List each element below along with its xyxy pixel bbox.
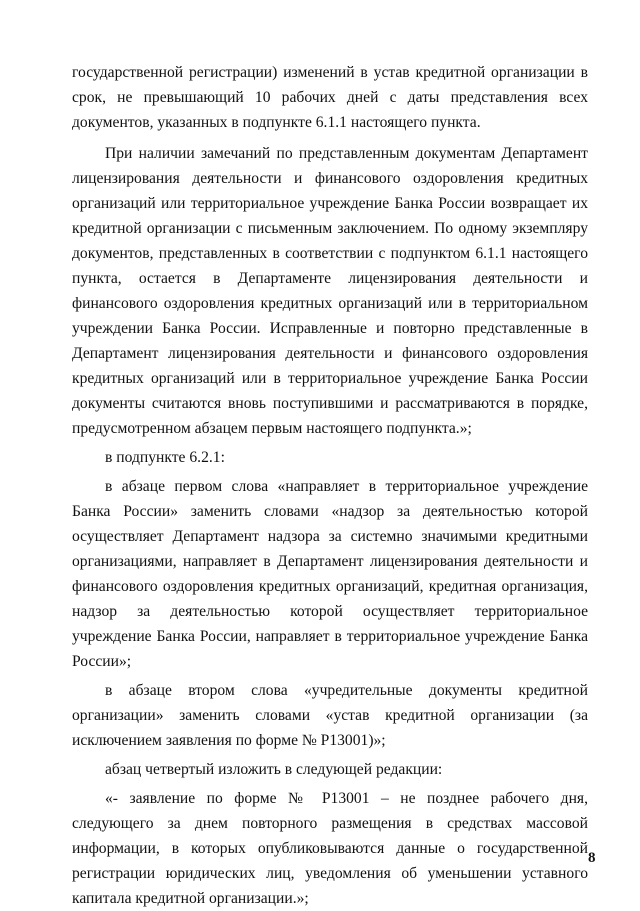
paragraph-4: в абзаце первом слова «направляет в территориальное учреждение Банка России» заменить словами «надзор за деятельностью которой осуществляет Департамент надзора за системно значимыми кредитными организациями, направляет в Департамент лицензирования деятельности и финансового оздоровления кредитных организаций, кредитная организация, надзор за деятельностью которой осуществляет территориальное учреждение Банка России, направляет в территориальное учреждение Банка России»; — [72, 478, 588, 670]
document-page — [72, 60, 588, 911]
paragraph-5: в абзаце втором слова «учредительные документы кредитной организации» заменить словами «устав кредитной организации (за исключением заявления по форме № Р13001)»; — [72, 682, 588, 749]
page-number: 8 — [588, 850, 596, 866]
paragraph-6: абзац четвертый изложить в следующей редакции: — [105, 761, 443, 778]
paragraph-2: При наличии замечаний по представленным документам Департамент лицензирования деятельности и финансового оздоровления кредитных организаций или территориальное учреждение Банка России возвращает их кредитной организации с письменным заключением. По одному экземпляру документов, представленных в соответствии с подпунктом 6.1.1 настоящего пункта, остается в Департаменте лицензирования деятельности и финансового оздоровления кредитных организаций или в территориальном учреждении Банка России. Исправленные и повторно представленные в Департамент лицензирования деятельности и финансового оздоровления кредитных организаций или в территориальное учреждение Банка России документы считаются вновь поступившими и рассматриваются в порядке, предусмотренном абзацем первым настоящего подпункта.»; — [72, 145, 588, 437]
paragraph-3: в подпункте 6.2.1: — [105, 449, 225, 466]
paragraph-7: «- заявление по форме № Р13001 – не позднее рабочего дня, следующего за днем повторного размещения в средствах массовой информации, в которых опубликовываются данные о государственной регистрации юридических лиц, уведомления об уменьшении уставного капитала кредитной организации.»; — [72, 790, 588, 907]
paragraph-1: государственной регистрации) изменений в устав кредитной организации в срок, не превышающий 10 рабочих дней с даты представления всех документов, указанных в подпункте 6.1.1 настоящего пункта. — [72, 64, 588, 131]
